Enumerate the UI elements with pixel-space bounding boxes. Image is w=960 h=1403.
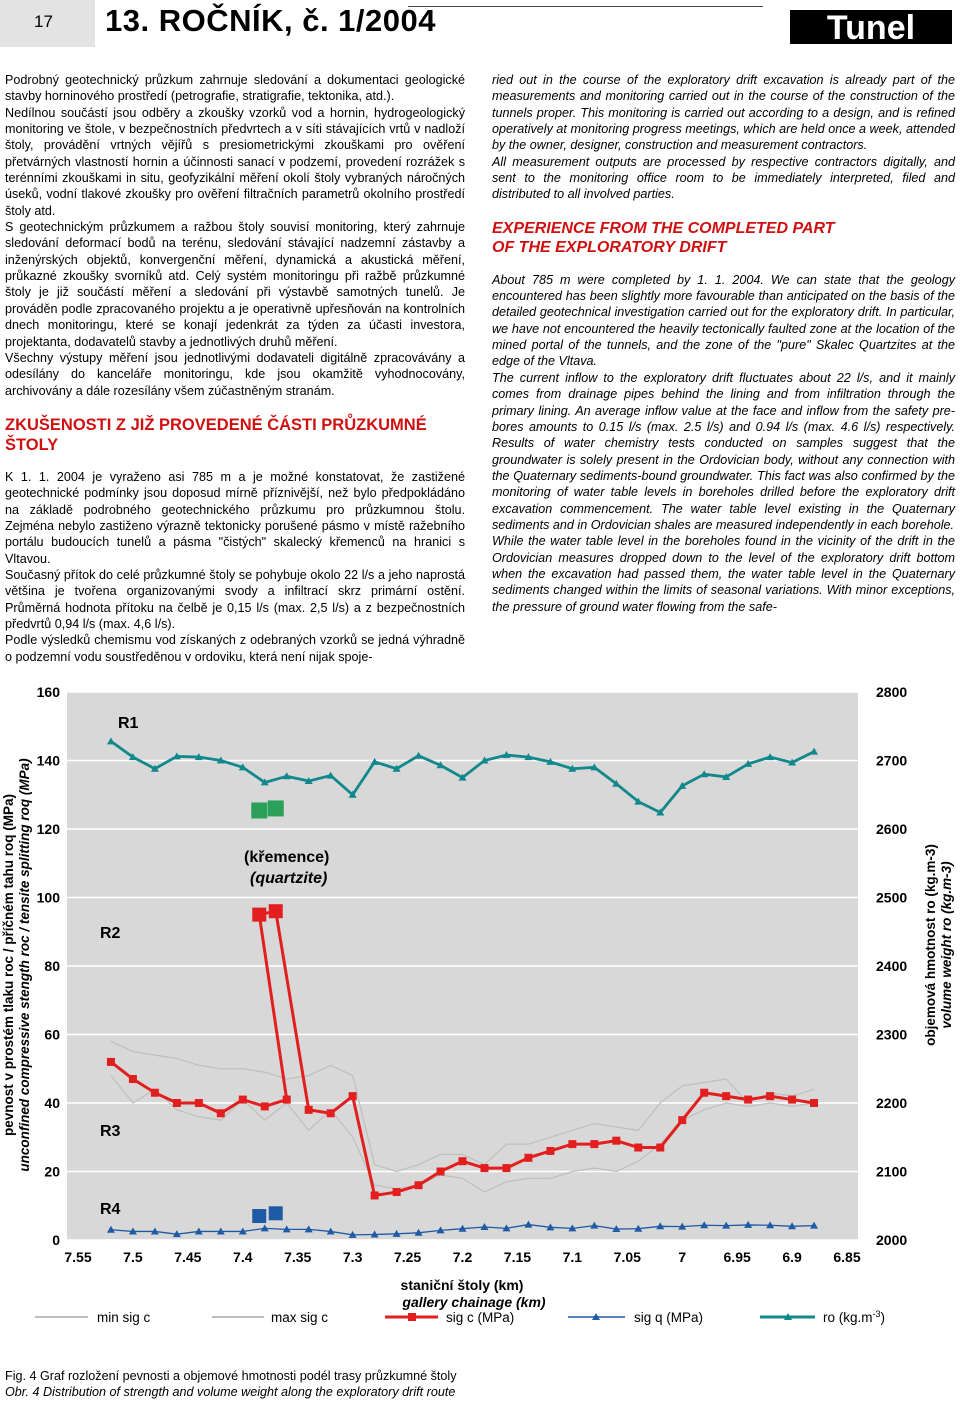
sig-c-point bbox=[349, 1092, 357, 1100]
caption-en: Obr. 4 Distribution of strength and volume weight along the exploratory drift route bbox=[5, 1385, 456, 1399]
sig-c-point bbox=[129, 1075, 137, 1083]
sig-c-point bbox=[568, 1140, 576, 1148]
tunel-logo bbox=[790, 10, 952, 44]
right-paragraph: About 785 m were completed by 1. 1. 2004. We can state that the geology encountered has been slightly more favourable than anticipated on the basis of the detailed geotechnical investigation carried out for the exploratory drift. In particular, we have not encountered the heavily tectonically faulted zone at the location of the mined portal of the tunnels, and the zone of the "pure" Skalec Quartzites at the edge of the Vltava. bbox=[492, 272, 955, 369]
y-tick-label: 60 bbox=[44, 1026, 60, 1043]
right-paragraph: All measurement outputs are processed by respective contractors digitally, and sent to the monitoring office room to be immediately interpreted, filed and distributed to all involved parties. bbox=[492, 154, 955, 202]
sig-c-point bbox=[107, 1058, 115, 1066]
legend-sigq-label: sig q (MPa) bbox=[634, 1310, 704, 1325]
right-paragraph: While the water table level in the boreholes found in the vicinity of the drift in the Ordovician measures dropped down to the level of the exploratory drift bottom when the excavation had passed them, the water table level in the Quaternary sediments changed within the limits of seasonal variations. With minor exceptions, the pressure of ground water flowing from the safe- bbox=[492, 534, 955, 614]
sig-c-point bbox=[261, 1102, 269, 1110]
section-heading-cz: ZKUŠENOSTI Z JIŽ PROVEDENÉ ČÁSTI PRŮZKUMNÉ ŠTOLY bbox=[5, 415, 427, 454]
right-paragraph: The current inflow to the exploratory drift fluctuates about 22 l/s, and it mainly comes from drainage pipes behind the lining and from infiltration through the primary lining. An average inflow value at the face and inflow from the safety pre-bores amounts to 0.15 l/s (max. 2.5 l/s) and 0.94 l/s (max. 4.6 l/s) respectively. Results of water chemistry tests conducted on samples suggest that the groundwater is solely present in the Ordovician body, without any connection with the Quaternary sediments-bound groundwater. This fact was also confirmed by the monitoring of water table levels in boreholes drilled before the exploratory drift excavation commencement. The water table level existing in the Quaternary sediments and in Ordovician shales are measured independently in each borehole. bbox=[492, 370, 955, 532]
x-tick-label: 7.35 bbox=[284, 1249, 312, 1265]
annotation-quartzite-cz: (křemence) bbox=[244, 849, 330, 866]
y2-tick-label: 2700 bbox=[876, 752, 908, 769]
strength-chart bbox=[0, 665, 960, 1325]
y-tick-label: 140 bbox=[36, 752, 60, 769]
y2-tick-label: 2800 bbox=[876, 684, 908, 700]
x-axis-label-en: gallery chainage (km) bbox=[402, 1294, 546, 1310]
figure-caption bbox=[5, 1368, 457, 1400]
left-paragraph: S geotechnickým průzkumem a ražbou štoly souvisí monitoring, který zahrnuje sledování deformací bodů na terénu, sledování stávající nadzemní zástavby a inženýrských objektů, konvergenční měření, dynamická a akustická měření, průkazné zkoušky svorníků atd. Celý systém monitoringu při ražbě průzkumné štoly je již součástí měření a sledování při výstavbě samotných tunelů. Je prováděn podle zpracovaného projektu a je operativně upřesňován na kontrolních dnech monitoringu, které se konají jedenkrát za týden za účasti investora, projektanta, dodavatelů stavby a jednotlivých druhů měření. bbox=[5, 220, 465, 349]
y2-tick-label: 2200 bbox=[876, 1095, 908, 1111]
annotation-r1: R1 bbox=[118, 715, 139, 732]
legend-min-label: min sig c bbox=[97, 1310, 151, 1325]
annotation-r4: R4 bbox=[100, 1201, 121, 1218]
sig-c-point bbox=[612, 1137, 620, 1145]
page-number-box bbox=[0, 0, 95, 47]
sig-c-point bbox=[151, 1089, 159, 1097]
y2-tick-label: 2500 bbox=[876, 889, 908, 906]
x-tick-label: 6.95 bbox=[723, 1249, 751, 1265]
sig-c-point bbox=[766, 1092, 774, 1100]
y2-tick-label: 2000 bbox=[876, 1232, 908, 1248]
sig-c-point bbox=[327, 1109, 335, 1117]
sig-c-point bbox=[722, 1092, 730, 1100]
left-paragraph: Všechny výstupy měření jsou jednotlivými dodavateli digitálně zpracovávány a odesílány do kanceláře monitoringu, kde jsou okamžitě vyhodnocovány, archivovány a dále rozesílány všem zúčastněným stranám. bbox=[5, 350, 465, 398]
x-tick-label: 7.45 bbox=[174, 1249, 202, 1265]
legend-ro-label: ro $(kg.m^{-3})$ bbox=[823, 1309, 886, 1325]
y-tick-label: 160 bbox=[36, 684, 60, 700]
x-tick-label: 7.2 bbox=[452, 1249, 473, 1265]
left-paragraph: Současný přítok do celé průzkumné štoly se pohybuje okolo 22 l/s a jeho naprostá většina je tvořena organizovanými svody a infiltrací skrz primární ostění. Průměrná hodnota přítoku na čelbě je 0,15 l/s (max. 2,5 l/s) a z bezpečnostních předvrtů 0,94 l/s (max. 4,6 l/s). bbox=[5, 567, 465, 631]
sig-c-point bbox=[173, 1099, 181, 1107]
section-heading-en-line2: OF THE EXPLORATORY DRIFT bbox=[492, 238, 727, 256]
ro-quartzite-point bbox=[251, 803, 267, 819]
y-tick-label: 20 bbox=[44, 1163, 60, 1180]
x-tick-label: 7.3 bbox=[342, 1249, 363, 1265]
x-tick-label: 7 bbox=[678, 1249, 687, 1265]
y-tick-label: 80 bbox=[44, 958, 60, 974]
sig-c-quartzite-point bbox=[269, 904, 283, 918]
sig-c-point bbox=[415, 1181, 423, 1189]
page-number: 17 bbox=[34, 12, 53, 31]
x-tick-label: 6.85 bbox=[833, 1249, 861, 1265]
sig-c-point bbox=[546, 1147, 554, 1155]
x-tick-label: 7.5 bbox=[123, 1249, 143, 1265]
sig-c-point bbox=[700, 1089, 708, 1097]
sig-c-point bbox=[590, 1140, 598, 1148]
legend-max-label: max sig c bbox=[271, 1310, 329, 1325]
right-paragraph: ried out in the course of the exploratory drift excavation is already part of the measurements and monitoring carried out in the course of the construction of the tunnels proper. This monitoring is carried out according to a design, and is refined operatively at monitoring progress meetings, which are held once a week, attended by the owner, designer, construction and measurement contractors. bbox=[492, 73, 955, 153]
page-header bbox=[0, 0, 960, 50]
x-tick-label: 7.4 bbox=[233, 1249, 253, 1265]
sig-c-point bbox=[480, 1164, 488, 1172]
annotation-r3: R3 bbox=[100, 1123, 121, 1140]
sig-c-point bbox=[305, 1106, 313, 1114]
x-tick-label: 7.05 bbox=[613, 1249, 641, 1265]
y2-tick-label: 2600 bbox=[876, 821, 908, 837]
y-tick-label: 0 bbox=[52, 1232, 60, 1248]
logo-text: Tunel bbox=[826, 10, 916, 44]
sig-q-quartzite-point bbox=[252, 1209, 266, 1223]
x-tick-label: 7.25 bbox=[393, 1249, 422, 1265]
sig-c-point bbox=[283, 1096, 291, 1104]
y-tick-label: 40 bbox=[44, 1095, 60, 1111]
y2-axis-label-en: volume weight ro (kg.m-3) bbox=[939, 861, 954, 1029]
left-paragraph: Podle výsledků chemismu vod získaných z odebraných vzorků se jedná výhradně o podzemní vodu soustředěnou v ordoviku, která není nijak spoje- bbox=[5, 633, 465, 664]
sig-c-point bbox=[195, 1099, 203, 1107]
sig-c-point bbox=[371, 1191, 379, 1199]
sig-c-point bbox=[678, 1116, 686, 1124]
y2-tick-label: 2300 bbox=[876, 1026, 908, 1043]
y-axis-label: pevnost v prostém tlaku roc / příčném tahu roq (MPa) bbox=[1, 793, 16, 1137]
y2-tick-label: 2400 bbox=[876, 958, 908, 974]
section-heading-en-line1: EXPERIENCE FROM THE COMPLETED PART bbox=[492, 219, 835, 237]
sig-c-point bbox=[634, 1144, 642, 1152]
caption-cz: Fig. 4 Graf rozložení pevnosti a objemové hmotnosti podél trasy průzkumné štoly bbox=[5, 1369, 457, 1383]
x-tick-label: 7.15 bbox=[503, 1249, 532, 1265]
x-tick-label: 7.1 bbox=[562, 1249, 583, 1265]
left-paragraph: K 1. 1. 2004 je vyraženo asi 785 m a je možné konstatovat, že zastižené geotechnické podmínky jsou doposud mírně příznivější, než bylo předpokládáno na základě podrobného geotechnického průzkumu pro průzkumnou štolu. Zejména nebylo zastiženo výrazně tektonicky porušené pásmo v místě ražebního portálu budoucích tunelů a pásma "čistých" skalecký křemenců na hranici s Vltavou. bbox=[5, 469, 465, 566]
legend-sigc-label: sig c (MPa) bbox=[446, 1310, 515, 1325]
left-paragraph: Nedílnou součástí jsou odběry a zkoušky vzorků vod a hornin, hydrogeologický monitoring ve štole, v bezpečnostních předvrtech a v síti stávajících vrtů v nadloží štoly, provádění vrtných vějířů s presiometrickými zkouškami pro ověření přetvárných vlastností hornin a účinnosti sanací v podzemí, provedení rozrážek s terénními zkouškami in situ, geofyzikální měření okolí štoly vybraných náročných úseků, vodní tlakové zkoušky pro ověření filtračních parametrů okolního prostředí štoly atd. bbox=[5, 105, 465, 218]
sig-c-point bbox=[239, 1096, 247, 1104]
sig-c-point bbox=[459, 1157, 467, 1165]
section-heading-en bbox=[492, 219, 955, 257]
y-tick-label: 120 bbox=[36, 821, 60, 837]
sig-c-point bbox=[788, 1096, 796, 1104]
left-paragraph: Podrobný geotechnický průzkum zahrnuje sledování a dokumentaci geologické stavby horninového prostředí (petrografie, stratigrafie, tektonika, atd.). bbox=[5, 73, 465, 104]
annotation-quartzite-en: (quartzite) bbox=[250, 870, 328, 887]
y-axis-label-en: unconfined compressive stength roc / tensite splitting roq (MPa) bbox=[17, 758, 32, 1172]
left-column bbox=[5, 72, 465, 665]
chart-legend bbox=[35, 1309, 885, 1325]
sig-c-point bbox=[502, 1164, 510, 1172]
x-axis-label: staniční štoly (km) bbox=[400, 1277, 524, 1293]
y2-tick-label: 2100 bbox=[876, 1163, 908, 1180]
right-column bbox=[492, 72, 955, 615]
sig-c-quartzite-point bbox=[252, 908, 266, 922]
sig-c-point bbox=[393, 1188, 401, 1196]
sig-c-point bbox=[656, 1144, 664, 1152]
x-tick-label: 6.9 bbox=[782, 1249, 802, 1265]
sig-c-point bbox=[744, 1096, 752, 1104]
header-rule bbox=[408, 6, 763, 7]
legend-sigc-marker bbox=[408, 1313, 416, 1321]
y-tick-label: 100 bbox=[36, 889, 60, 906]
x-tick-label: 7.55 bbox=[64, 1249, 92, 1265]
sig-c-point bbox=[524, 1154, 532, 1162]
sig-c-point bbox=[810, 1099, 818, 1107]
y2-axis-label: objemová hmotnost ro (kg.m-3) bbox=[923, 844, 938, 1046]
issue-title: 13. ROČNÍK, č. 1/2004 bbox=[105, 3, 436, 38]
sig-c-point bbox=[217, 1109, 225, 1117]
annotation-r2: R2 bbox=[100, 925, 121, 942]
sig-c-point bbox=[437, 1168, 445, 1176]
ro-quartzite-point bbox=[268, 800, 284, 816]
sig-q-quartzite-point bbox=[269, 1206, 283, 1220]
